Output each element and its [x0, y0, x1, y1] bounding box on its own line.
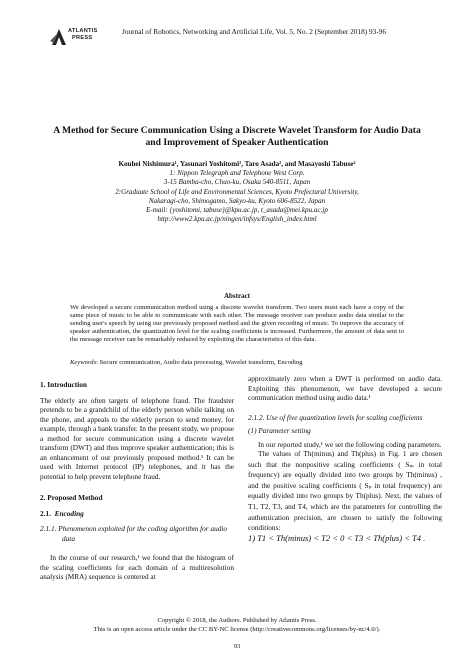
section-1-heading: 1. Introduction	[40, 380, 87, 389]
title-line-1: A Method for Secure Communication Using a Discrete Wavelet Transform for Audio Data	[53, 125, 421, 136]
affiliation-line: 2:Graduate School of Life and Environmental Sciences, Kyoto Prefectural University,	[115, 187, 359, 196]
left-column	[40, 374, 234, 582]
logo-text-line1: ATLANTIS	[68, 28, 98, 34]
parameter-text-2: The values of Th(minus) and Th(plus) in Fig. 1 are chosen such that the nonpositive scaling coefficients ( Sₘ in total frequency) are equally divided into two groups by Th(minus) , and the positive scaling coefficients ( Sₚ in total frequency) are equally divided into two groups by Th(plus). Next, the values of T1, T2, T3, and T4, which are the parameters for controlling the authentication precision, are chosen to satisfy the following conditions:	[248, 449, 442, 533]
title-line-2: and Improvement of Speaker Authentication	[145, 136, 329, 148]
condition-formula: 1) T1 < Th(minus) < T2 < 0 < T3 < Th(plus) < T4 .	[248, 532, 426, 543]
keywords-text: : Secure communication, Audio data processing, Wavelet transform, Encoding	[96, 359, 303, 366]
section-2-1-title: Encoding	[54, 508, 84, 518]
keywords-line	[70, 359, 404, 366]
continued-text: approximately zero when a DWT is performed on audio data. Exploiting this phenomenon, we have developed a secure communication method using audio data.¹	[248, 374, 442, 402]
section-2-1-1-heading: 2.1.1. Phenomenon exploited for the coding algorithm for audio data	[40, 524, 228, 543]
affiliation-line: Nakaragi-cho, Shimogamo, Sakyo-ku, Kyoto 606-8522, Japan	[148, 196, 326, 205]
abstract-text: We developed a secure communication method using a discrete wavelet transform. Two users must each have a copy of the same piece of music to be able to communicate with each other. The message receiver can produce audio data similar to the sending user's speech by using our previously proposed method and the given recording of music. To improve the accuracy of speaker authentication, the quantization level for the scaling coefficients is increased. Furthermore, the amount of data sent to the message receiver can be remarkably reduced by exploiting the characteristics of this data.	[70, 304, 404, 344]
copyright-line: Copyright © 2018, the Authors. Published by Atlantis Press.	[157, 617, 317, 624]
section-2-1-heading	[40, 509, 234, 519]
email-line: E-mail: {yoshitomi, tabuse}@kpu.ac.jp, t_asada@mei.kpu.ac.jp	[146, 206, 328, 215]
page-number: 93	[233, 643, 241, 650]
affiliation-line: 3-15 Bamba-cho, Chuo-ku, Osaka 540-8511, Japan	[163, 178, 311, 187]
logo-text-line2: PRESS	[72, 35, 93, 41]
author-names: Kouhei Nishimura¹, Yasunari Yoshitomi², Taro Asada², and Masayoshi Tabuse²	[118, 160, 356, 168]
paper-title	[40, 125, 434, 148]
section-2-1-number: 2.1.	[40, 508, 51, 518]
section-1-text: The elderly are often targets of telephone fraud. The fraudster pretends to be a grandchild of the elderly person while talking on the phone, and appeals to the elderly person to send money, for example, through a bank transfer. In the present study, we propose a method for secure communication using a discrete wavelet transform (DWT) and thus improve speaker authentication; this is an enhancement of our previously proposed method.¹ It can be used with Internet protocol (IP) telephones, and it has the potential to help prevent telephone fraud.	[40, 395, 234, 481]
author-block	[40, 160, 434, 224]
publisher-logo	[50, 23, 110, 57]
journal-header: Journal of Robotics, Networking and Artificial Life, Vol. 5, No. 2 (September 2018) 93-96	[122, 27, 386, 36]
parameter-setting-heading: (1) Parameter setting	[248, 426, 311, 435]
section-2-1-1-text: In the course of our research,¹ we found that the histogram of the scaling coefficients for each domain of a multiresolution analysis (MRA) sequence is centered at	[40, 553, 234, 581]
atlantis-logo-icon	[50, 27, 68, 47]
license-line: This is an open access article under the CC BY-NC license (http://creativecommons.org/licenses/by-nc/4.0/).	[93, 626, 381, 633]
parameter-text-1: In our reported study,¹ we set the following coding parameters.	[258, 439, 442, 449]
section-2-1-2-heading: 2.1.2. Use of five quantization levels for scaling coefficients	[248, 412, 423, 422]
section-2-heading: 2. Proposed Method	[40, 493, 103, 502]
keywords-label: Keywords	[70, 359, 97, 366]
footer	[40, 616, 434, 634]
url-line: http://www2.kpu.ac.jp/ningen/infsys/English_index.html	[157, 215, 317, 224]
abstract-heading: Abstract	[223, 292, 251, 300]
affiliation-line: 1: Nippon Telegraph and Telephone West Corp.	[169, 169, 305, 178]
right-column	[248, 374, 442, 543]
